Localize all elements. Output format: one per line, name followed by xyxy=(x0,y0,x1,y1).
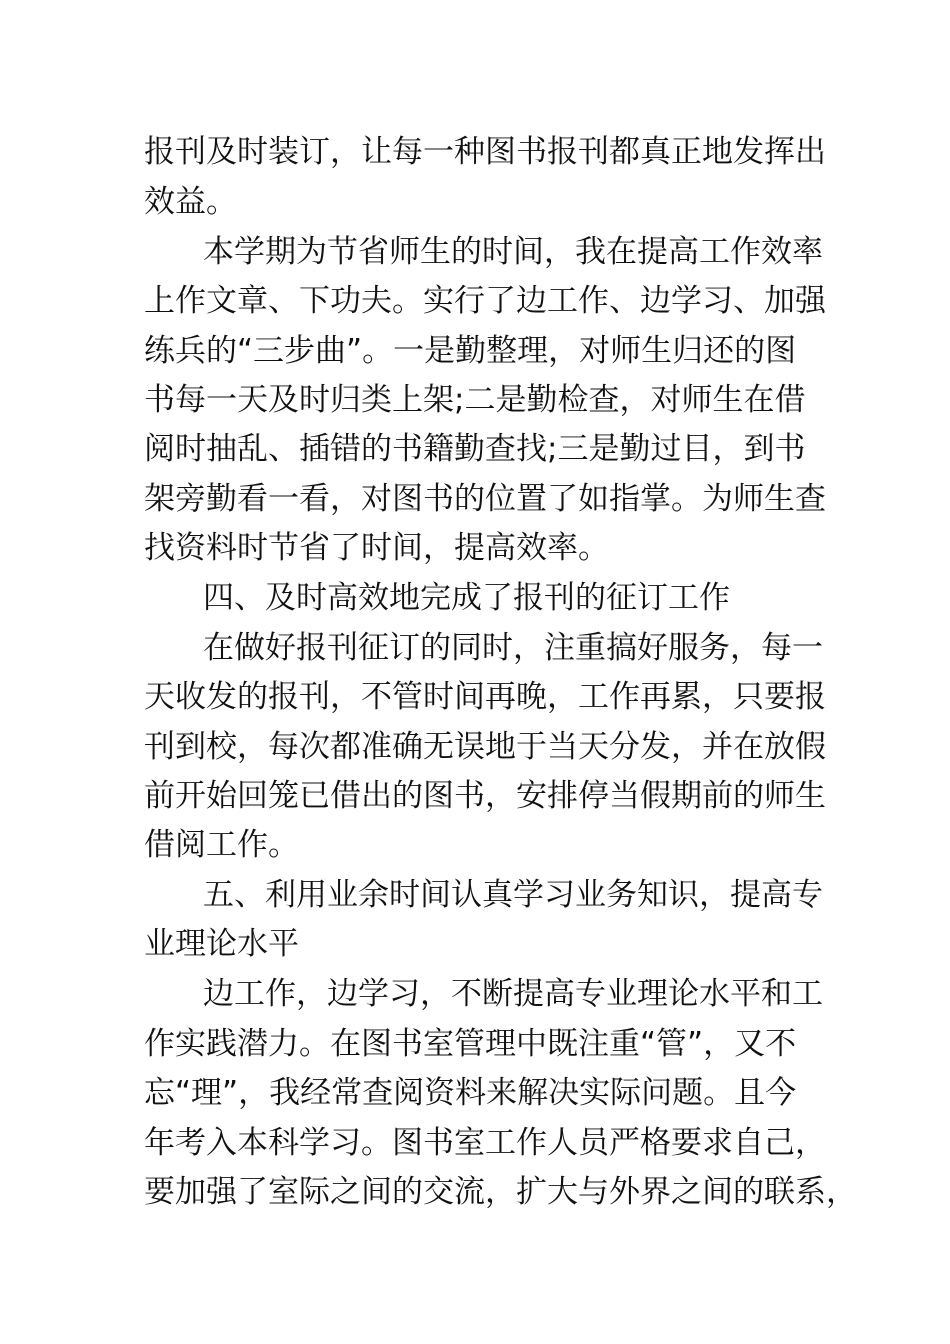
text-line: 前开始回笼已借出的图书，安排停当假期前的师生 xyxy=(144,778,826,814)
section-heading: 四、及时高效地完成了报刊的征订工作 xyxy=(203,580,730,616)
section-heading-cont: 业理论水平 xyxy=(144,926,299,962)
text-line: 架旁勤看一看，对图书的位置了如指掌。为师生查 xyxy=(144,481,826,517)
text-line: 阅时抽乱、插错的书籍勤查找;三是勤过目，到书 xyxy=(144,431,806,467)
text-line: 效益。 xyxy=(144,184,237,220)
paragraph-start: 边工作，边学习，不断提高专业理论水平和工 xyxy=(203,976,823,1012)
paragraph-start: 在做好报刊征订的同时，注重搞好服务，每一 xyxy=(203,630,823,666)
text-line: 要加强了室际之间的交流，扩大与外界之间的联系， xyxy=(144,1174,857,1210)
section-heading: 五、利用业余时间认真学习业务知识，提高专 xyxy=(203,877,823,913)
text-line: 天收发的报刊，不管时间再晚，工作再累，只要报 xyxy=(144,679,826,715)
text-line: 刊到校，每次都准确无误地于当天分发，并在放假 xyxy=(144,729,826,765)
text-line: 书每一天及时归类上架;二是勤检查，对师生在借 xyxy=(144,382,806,418)
text-line: 上作文章、下功夫。实行了边工作、边学习、加强 xyxy=(144,283,826,319)
text-line: 作实践潜力。在图书室管理中既注重“管”，又不 xyxy=(144,1026,797,1062)
text-line: 年考入本科学习。图书室工作人员严格要求自己， xyxy=(144,1125,826,1161)
text-line: 忘“理”，我经常查阅资料来解决实际问题。且今 xyxy=(144,1075,797,1111)
paragraph-start: 本学期为节省师生的时间，我在提高工作效率 xyxy=(203,234,823,270)
text-line: 练兵的“三步曲”。一是勤整理，对师生归还的图 xyxy=(144,333,797,369)
text-line: 借阅工作。 xyxy=(144,827,299,863)
text-line: 报刊及时装订，让每一种图书报刊都真正地发挥出 xyxy=(144,134,826,170)
text-line: 找资料时节省了时间，提高效率。 xyxy=(144,530,609,566)
